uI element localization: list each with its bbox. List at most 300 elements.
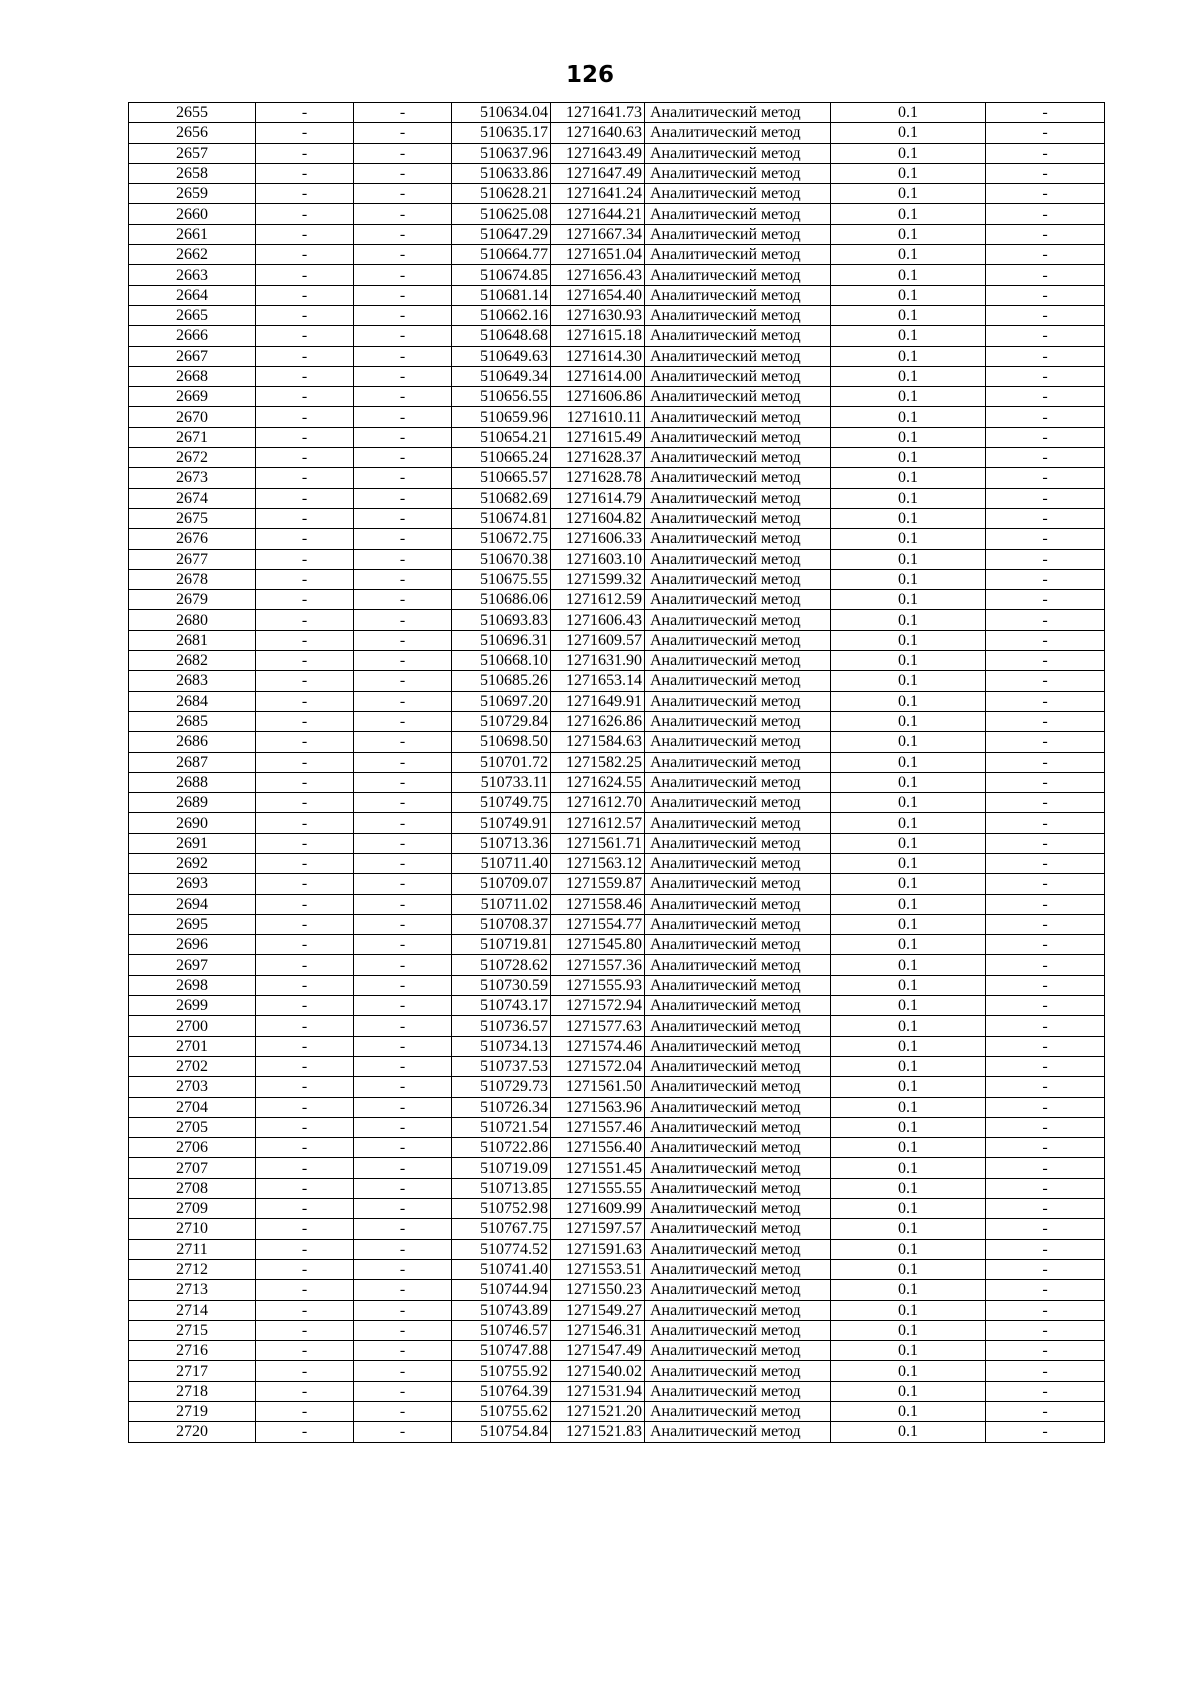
table-row [129, 793, 1105, 813]
col3-cell: - [354, 1219, 452, 1239]
col8-cell: - [986, 955, 1105, 975]
col8-cell: - [986, 123, 1105, 143]
x-coordinate-cell: 510634.04 [452, 103, 551, 123]
col2-cell: - [256, 1341, 354, 1361]
point-number-cell: 2709 [129, 1199, 256, 1219]
col8-cell: - [986, 1381, 1105, 1401]
method-cell: Аналитический метод [645, 569, 831, 589]
col8-cell: - [986, 1077, 1105, 1097]
point-number-cell: 2656 [129, 123, 256, 143]
method-cell: Аналитический метод [645, 529, 831, 549]
table-row [129, 996, 1105, 1016]
table-row [129, 1199, 1105, 1219]
col2-cell: - [256, 1219, 354, 1239]
table-row [129, 305, 1105, 325]
method-cell: Аналитический метод [645, 1280, 831, 1300]
col2-cell: - [256, 610, 354, 630]
y-coordinate-cell: 1271647.49 [551, 163, 645, 183]
col8-cell: - [986, 752, 1105, 772]
y-coordinate-cell: 1271641.24 [551, 184, 645, 204]
table-row [129, 143, 1105, 163]
x-coordinate-cell: 510741.40 [452, 1259, 551, 1279]
x-coordinate-cell: 510698.50 [452, 732, 551, 752]
col8-cell: - [986, 671, 1105, 691]
method-cell: Аналитический метод [645, 427, 831, 447]
col8-cell: - [986, 427, 1105, 447]
col2-cell: - [256, 894, 354, 914]
method-cell: Аналитический метод [645, 1320, 831, 1340]
col2-cell: - [256, 163, 354, 183]
col3-cell: - [354, 1280, 452, 1300]
y-coordinate-cell: 1271667.34 [551, 224, 645, 244]
col3-cell: - [354, 1239, 452, 1259]
x-coordinate-cell: 510749.91 [452, 813, 551, 833]
accuracy-cell: 0.1 [831, 468, 986, 488]
col8-cell: - [986, 407, 1105, 427]
point-number-cell: 2680 [129, 610, 256, 630]
col8-cell: - [986, 975, 1105, 995]
accuracy-cell: 0.1 [831, 813, 986, 833]
x-coordinate-cell: 510747.88 [452, 1341, 551, 1361]
accuracy-cell: 0.1 [831, 224, 986, 244]
point-number-cell: 2710 [129, 1219, 256, 1239]
x-coordinate-cell: 510693.83 [452, 610, 551, 630]
table-row [129, 671, 1105, 691]
col3-cell: - [354, 853, 452, 873]
x-coordinate-cell: 510709.07 [452, 874, 551, 894]
x-coordinate-cell: 510656.55 [452, 387, 551, 407]
y-coordinate-cell: 1271521.83 [551, 1422, 645, 1442]
col8-cell: - [986, 1300, 1105, 1320]
col2-cell: - [256, 508, 354, 528]
y-coordinate-cell: 1271612.57 [551, 813, 645, 833]
point-number-cell: 2720 [129, 1422, 256, 1442]
point-number-cell: 2712 [129, 1259, 256, 1279]
col3-cell: - [354, 691, 452, 711]
y-coordinate-cell: 1271572.94 [551, 996, 645, 1016]
method-cell: Аналитический метод [645, 1138, 831, 1158]
point-number-cell: 2695 [129, 914, 256, 934]
x-coordinate-cell: 510719.09 [452, 1158, 551, 1178]
table-row [129, 813, 1105, 833]
accuracy-cell: 0.1 [831, 549, 986, 569]
method-cell: Аналитический метод [645, 265, 831, 285]
point-number-cell: 2673 [129, 468, 256, 488]
table-row [129, 732, 1105, 752]
accuracy-cell: 0.1 [831, 305, 986, 325]
col8-cell: - [986, 103, 1105, 123]
method-cell: Аналитический метод [645, 691, 831, 711]
table-row [129, 366, 1105, 386]
y-coordinate-cell: 1271561.71 [551, 833, 645, 853]
point-number-cell: 2702 [129, 1056, 256, 1076]
y-coordinate-cell: 1271615.49 [551, 427, 645, 447]
col8-cell: - [986, 996, 1105, 1016]
table-row [129, 569, 1105, 589]
point-number-cell: 2687 [129, 752, 256, 772]
method-cell: Аналитический метод [645, 996, 831, 1016]
table-row [129, 853, 1105, 873]
table-row [129, 265, 1105, 285]
y-coordinate-cell: 1271597.57 [551, 1219, 645, 1239]
col3-cell: - [354, 407, 452, 427]
point-number-cell: 2696 [129, 935, 256, 955]
col8-cell: - [986, 1259, 1105, 1279]
table-row [129, 529, 1105, 549]
col2-cell: - [256, 123, 354, 143]
table-row [129, 387, 1105, 407]
y-coordinate-cell: 1271559.87 [551, 874, 645, 894]
accuracy-cell: 0.1 [831, 1117, 986, 1137]
col2-cell: - [256, 1158, 354, 1178]
col3-cell: - [354, 123, 452, 143]
method-cell: Аналитический метод [645, 1239, 831, 1259]
method-cell: Аналитический метод [645, 1422, 831, 1442]
col2-cell: - [256, 326, 354, 346]
col2-cell: - [256, 549, 354, 569]
accuracy-cell: 0.1 [831, 935, 986, 955]
accuracy-cell: 0.1 [831, 1361, 986, 1381]
col2-cell: - [256, 853, 354, 873]
y-coordinate-cell: 1271546.31 [551, 1320, 645, 1340]
method-cell: Аналитический метод [645, 1341, 831, 1361]
y-coordinate-cell: 1271606.43 [551, 610, 645, 630]
point-number-cell: 2677 [129, 549, 256, 569]
col3-cell: - [354, 1402, 452, 1422]
table-row [129, 1280, 1105, 1300]
col3-cell: - [354, 955, 452, 975]
x-coordinate-cell: 510625.08 [452, 204, 551, 224]
y-coordinate-cell: 1271631.90 [551, 651, 645, 671]
y-coordinate-cell: 1271556.40 [551, 1138, 645, 1158]
point-number-cell: 2681 [129, 630, 256, 650]
x-coordinate-cell: 510726.34 [452, 1097, 551, 1117]
x-coordinate-cell: 510764.39 [452, 1381, 551, 1401]
accuracy-cell: 0.1 [831, 914, 986, 934]
col8-cell: - [986, 894, 1105, 914]
point-number-cell: 2713 [129, 1280, 256, 1300]
col8-cell: - [986, 387, 1105, 407]
accuracy-cell: 0.1 [831, 1341, 986, 1361]
method-cell: Аналитический метод [645, 103, 831, 123]
point-number-cell: 2715 [129, 1320, 256, 1340]
col2-cell: - [256, 1259, 354, 1279]
col3-cell: - [354, 184, 452, 204]
table-row [129, 975, 1105, 995]
method-cell: Аналитический метод [645, 184, 831, 204]
y-coordinate-cell: 1271630.93 [551, 305, 645, 325]
x-coordinate-cell: 510674.85 [452, 265, 551, 285]
accuracy-cell: 0.1 [831, 569, 986, 589]
point-number-cell: 2693 [129, 874, 256, 894]
y-coordinate-cell: 1271603.10 [551, 549, 645, 569]
col8-cell: - [986, 1158, 1105, 1178]
col3-cell: - [354, 1077, 452, 1097]
point-number-cell: 2667 [129, 346, 256, 366]
y-coordinate-cell: 1271553.51 [551, 1259, 645, 1279]
method-cell: Аналитический метод [645, 894, 831, 914]
table-row [129, 163, 1105, 183]
col8-cell: - [986, 265, 1105, 285]
col3-cell: - [354, 793, 452, 813]
point-number-cell: 2672 [129, 448, 256, 468]
method-cell: Аналитический метод [645, 366, 831, 386]
method-cell: Аналитический метод [645, 1117, 831, 1137]
y-coordinate-cell: 1271574.46 [551, 1036, 645, 1056]
accuracy-cell: 0.1 [831, 853, 986, 873]
col2-cell: - [256, 935, 354, 955]
y-coordinate-cell: 1271614.00 [551, 366, 645, 386]
point-number-cell: 2704 [129, 1097, 256, 1117]
x-coordinate-cell: 510743.17 [452, 996, 551, 1016]
y-coordinate-cell: 1271626.86 [551, 711, 645, 731]
col8-cell: - [986, 1097, 1105, 1117]
point-number-cell: 2679 [129, 590, 256, 610]
col8-cell: - [986, 1138, 1105, 1158]
point-number-cell: 2660 [129, 204, 256, 224]
y-coordinate-cell: 1271521.20 [551, 1402, 645, 1422]
col3-cell: - [354, 326, 452, 346]
x-coordinate-cell: 510701.72 [452, 752, 551, 772]
table-row [129, 833, 1105, 853]
point-number-cell: 2683 [129, 671, 256, 691]
x-coordinate-cell: 510729.73 [452, 1077, 551, 1097]
point-number-cell: 2719 [129, 1402, 256, 1422]
table-row [129, 1381, 1105, 1401]
table-row [129, 1178, 1105, 1198]
x-coordinate-cell: 510649.63 [452, 346, 551, 366]
table-row [129, 894, 1105, 914]
col3-cell: - [354, 1097, 452, 1117]
table-row [129, 610, 1105, 630]
col3-cell: - [354, 772, 452, 792]
accuracy-cell: 0.1 [831, 630, 986, 650]
table-row [129, 508, 1105, 528]
col3-cell: - [354, 387, 452, 407]
table-row [129, 184, 1105, 204]
accuracy-cell: 0.1 [831, 1300, 986, 1320]
col3-cell: - [354, 285, 452, 305]
col8-cell: - [986, 793, 1105, 813]
col8-cell: - [986, 813, 1105, 833]
point-number-cell: 2675 [129, 508, 256, 528]
table-row [129, 1320, 1105, 1340]
accuracy-cell: 0.1 [831, 143, 986, 163]
table-row [129, 772, 1105, 792]
col2-cell: - [256, 955, 354, 975]
col2-cell: - [256, 793, 354, 813]
col8-cell: - [986, 468, 1105, 488]
y-coordinate-cell: 1271563.96 [551, 1097, 645, 1117]
x-coordinate-cell: 510665.57 [452, 468, 551, 488]
y-coordinate-cell: 1271653.14 [551, 671, 645, 691]
col3-cell: - [354, 305, 452, 325]
col3-cell: - [354, 366, 452, 386]
y-coordinate-cell: 1271614.79 [551, 488, 645, 508]
accuracy-cell: 0.1 [831, 1199, 986, 1219]
col3-cell: - [354, 569, 452, 589]
x-coordinate-cell: 510713.36 [452, 833, 551, 853]
method-cell: Аналитический метод [645, 163, 831, 183]
table-row [129, 549, 1105, 569]
table-row [129, 1341, 1105, 1361]
point-number-cell: 2708 [129, 1178, 256, 1198]
col2-cell: - [256, 651, 354, 671]
col3-cell: - [354, 224, 452, 244]
col2-cell: - [256, 1138, 354, 1158]
col2-cell: - [256, 265, 354, 285]
col3-cell: - [354, 163, 452, 183]
col2-cell: - [256, 813, 354, 833]
x-coordinate-cell: 510697.20 [452, 691, 551, 711]
method-cell: Аналитический метод [645, 1402, 831, 1422]
col2-cell: - [256, 1056, 354, 1076]
method-cell: Аналитический метод [645, 1016, 831, 1036]
x-coordinate-cell: 510633.86 [452, 163, 551, 183]
accuracy-cell: 0.1 [831, 1056, 986, 1076]
y-coordinate-cell: 1271591.63 [551, 1239, 645, 1259]
table-row [129, 1158, 1105, 1178]
method-cell: Аналитический метод [645, 630, 831, 650]
col8-cell: - [986, 224, 1105, 244]
table-row [129, 1402, 1105, 1422]
col8-cell: - [986, 1239, 1105, 1259]
point-number-cell: 2662 [129, 245, 256, 265]
col2-cell: - [256, 1199, 354, 1219]
col3-cell: - [354, 1422, 452, 1442]
accuracy-cell: 0.1 [831, 691, 986, 711]
table-row [129, 103, 1105, 123]
y-coordinate-cell: 1271643.49 [551, 143, 645, 163]
col2-cell: - [256, 874, 354, 894]
method-cell: Аналитический метод [645, 1158, 831, 1178]
point-number-cell: 2682 [129, 651, 256, 671]
col2-cell: - [256, 143, 354, 163]
col3-cell: - [354, 996, 452, 1016]
x-coordinate-cell: 510744.94 [452, 1280, 551, 1300]
col3-cell: - [354, 1158, 452, 1178]
method-cell: Аналитический метод [645, 407, 831, 427]
col3-cell: - [354, 1320, 452, 1340]
table-row [129, 955, 1105, 975]
col8-cell: - [986, 1219, 1105, 1239]
col8-cell: - [986, 833, 1105, 853]
col8-cell: - [986, 651, 1105, 671]
method-cell: Аналитический метод [645, 143, 831, 163]
col2-cell: - [256, 711, 354, 731]
method-cell: Аналитический метод [645, 123, 831, 143]
accuracy-cell: 0.1 [831, 366, 986, 386]
col2-cell: - [256, 1077, 354, 1097]
col8-cell: - [986, 1016, 1105, 1036]
x-coordinate-cell: 510637.96 [452, 143, 551, 163]
col8-cell: - [986, 935, 1105, 955]
y-coordinate-cell: 1271549.27 [551, 1300, 645, 1320]
col2-cell: - [256, 407, 354, 427]
method-cell: Аналитический метод [645, 671, 831, 691]
x-coordinate-cell: 510752.98 [452, 1199, 551, 1219]
accuracy-cell: 0.1 [831, 1158, 986, 1178]
accuracy-cell: 0.1 [831, 732, 986, 752]
page-number: 126 [565, 62, 614, 88]
point-number-cell: 2666 [129, 326, 256, 346]
method-cell: Аналитический метод [645, 204, 831, 224]
col2-cell: - [256, 1239, 354, 1259]
accuracy-cell: 0.1 [831, 245, 986, 265]
point-number-cell: 2684 [129, 691, 256, 711]
col8-cell: - [986, 610, 1105, 630]
col2-cell: - [256, 224, 354, 244]
table-row [129, 1056, 1105, 1076]
x-coordinate-cell: 510728.62 [452, 955, 551, 975]
x-coordinate-cell: 510672.75 [452, 529, 551, 549]
point-number-cell: 2701 [129, 1036, 256, 1056]
col3-cell: - [354, 975, 452, 995]
y-coordinate-cell: 1271558.46 [551, 894, 645, 914]
method-cell: Аналитический метод [645, 914, 831, 934]
accuracy-cell: 0.1 [831, 265, 986, 285]
accuracy-cell: 0.1 [831, 833, 986, 853]
accuracy-cell: 0.1 [831, 326, 986, 346]
table-row [129, 651, 1105, 671]
accuracy-cell: 0.1 [831, 590, 986, 610]
table-row [129, 1117, 1105, 1137]
x-coordinate-cell: 510686.06 [452, 590, 551, 610]
point-number-cell: 2678 [129, 569, 256, 589]
col8-cell: - [986, 488, 1105, 508]
point-number-cell: 2714 [129, 1300, 256, 1320]
accuracy-cell: 0.1 [831, 123, 986, 143]
col3-cell: - [354, 448, 452, 468]
col3-cell: - [354, 894, 452, 914]
accuracy-cell: 0.1 [831, 1422, 986, 1442]
point-number-cell: 2711 [129, 1239, 256, 1259]
y-coordinate-cell: 1271644.21 [551, 204, 645, 224]
col8-cell: - [986, 1117, 1105, 1137]
col8-cell: - [986, 569, 1105, 589]
y-coordinate-cell: 1271609.99 [551, 1199, 645, 1219]
col3-cell: - [354, 1361, 452, 1381]
col3-cell: - [354, 671, 452, 691]
x-coordinate-cell: 510736.57 [452, 1016, 551, 1036]
point-number-cell: 2705 [129, 1117, 256, 1137]
x-coordinate-cell: 510729.84 [452, 711, 551, 731]
accuracy-cell: 0.1 [831, 671, 986, 691]
col3-cell: - [354, 1117, 452, 1137]
col2-cell: - [256, 468, 354, 488]
col3-cell: - [354, 610, 452, 630]
point-number-cell: 2698 [129, 975, 256, 995]
table-row [129, 691, 1105, 711]
method-cell: Аналитический метод [645, 245, 831, 265]
col3-cell: - [354, 1178, 452, 1198]
col2-cell: - [256, 569, 354, 589]
method-cell: Аналитический метод [645, 1361, 831, 1381]
x-coordinate-cell: 510733.11 [452, 772, 551, 792]
col8-cell: - [986, 1056, 1105, 1076]
accuracy-cell: 0.1 [831, 1077, 986, 1097]
col8-cell: - [986, 1361, 1105, 1381]
col2-cell: - [256, 346, 354, 366]
col8-cell: - [986, 1199, 1105, 1219]
col2-cell: - [256, 366, 354, 386]
point-number-cell: 2718 [129, 1381, 256, 1401]
col3-cell: - [354, 813, 452, 833]
x-coordinate-cell: 510674.81 [452, 508, 551, 528]
col2-cell: - [256, 630, 354, 650]
x-coordinate-cell: 510730.59 [452, 975, 551, 995]
col3-cell: - [354, 1300, 452, 1320]
